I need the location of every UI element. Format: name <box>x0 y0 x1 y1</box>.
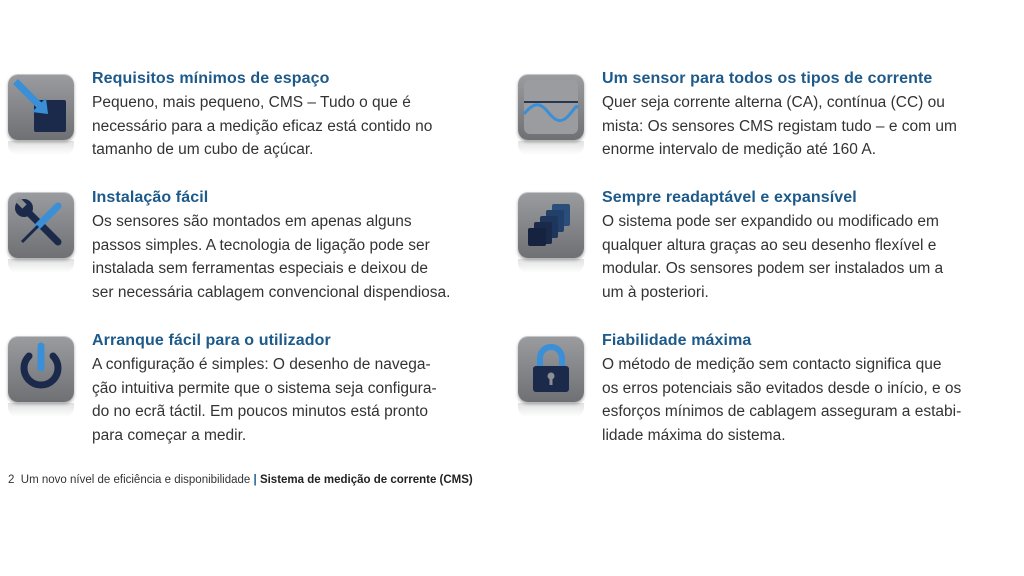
description-line: tamanho de um cubo de açúcar. <box>92 141 314 158</box>
description-line: para começar a medir. <box>92 426 247 444</box>
description-line: esforços mínimos de cablagem asseguram a estabi- <box>602 403 962 420</box>
icon-reflection <box>8 259 74 273</box>
icon-reflection <box>518 141 584 155</box>
description-line: um à posteriori. <box>602 283 709 301</box>
description-line: enorme intervalo de medição até 160 A. <box>602 141 877 158</box>
page-footer <box>8 474 473 486</box>
stacked-modules-icon <box>518 192 584 258</box>
feature-title: Fiabilidade máxima <box>602 332 752 349</box>
icon-reflection <box>518 403 584 417</box>
description-line: A configuração é simples: O desenho de navega- <box>92 356 431 373</box>
description-line: necessário para a medição eficaz está contido no <box>92 117 433 135</box>
feature-title: Instalação fácil <box>92 189 209 206</box>
description-line: instalada sem ferramentas especiais e deixou de <box>92 260 429 277</box>
description-line: do no ecrã táctil. Em poucos minutos está pronto <box>92 403 429 420</box>
footer-subtitle: Um novo nível de eficiência e disponibilidade <box>20 474 251 486</box>
page-number: 2 <box>8 474 15 486</box>
feature-title: Arranque fácil para o utilizador <box>92 332 331 349</box>
feature-description <box>92 210 450 304</box>
description-line: ser necessária cablagem convencional dispendiosa. <box>92 283 451 301</box>
footer-title: Sistema de medição de corrente (CMS) <box>259 474 473 486</box>
power-icon <box>8 336 74 402</box>
feature-title: Um sensor para todos os tipos de corrente <box>602 70 933 87</box>
feature-description <box>602 210 943 304</box>
description-line: Quer seja corrente alterna (CA), contínua (CC) ou <box>602 94 945 111</box>
feature-description <box>92 353 437 447</box>
description-line: Pequeno, mais pequeno, CMS – Tudo o que é <box>92 94 411 111</box>
sine-wave-icon <box>518 74 584 140</box>
icon-reflection <box>8 141 74 155</box>
description-line: passos simples. A tecnologia de ligação pode ser <box>92 236 430 254</box>
description-line: os erros potenciais são evitados desde o início, e os <box>602 379 962 397</box>
padlock-icon <box>518 336 584 402</box>
description-line: qualquer altura graças ao seu desenho flexível e <box>602 236 937 254</box>
description-line: mista: Os sensores CMS registam tudo – e com um <box>602 117 957 135</box>
icon-reflection <box>518 259 584 273</box>
feature-description <box>602 91 957 162</box>
description-line: lidade máxima do sistema. <box>602 426 786 444</box>
footer-separator: | <box>253 474 257 486</box>
corner-arrow-cube-icon <box>8 74 74 140</box>
description-line: O método de medição sem contacto significa que <box>602 356 942 373</box>
description-line: modular. Os sensores podem ser instalados um a <box>602 260 944 277</box>
wrench-screwdriver-icon <box>8 192 74 258</box>
feature-title: Sempre readaptável e expansível <box>602 189 857 206</box>
description-line: O sistema pode ser expandido ou modificado em <box>602 213 939 230</box>
feature-title: Requisitos mínimos de espaço <box>92 70 330 87</box>
description-line: ção intuitiva permite que o sistema seja configura- <box>92 379 437 397</box>
description-line: Os sensores são montados em apenas alguns <box>92 213 412 230</box>
feature-description <box>92 91 432 162</box>
icon-reflection <box>8 403 74 417</box>
feature-description <box>602 353 961 447</box>
